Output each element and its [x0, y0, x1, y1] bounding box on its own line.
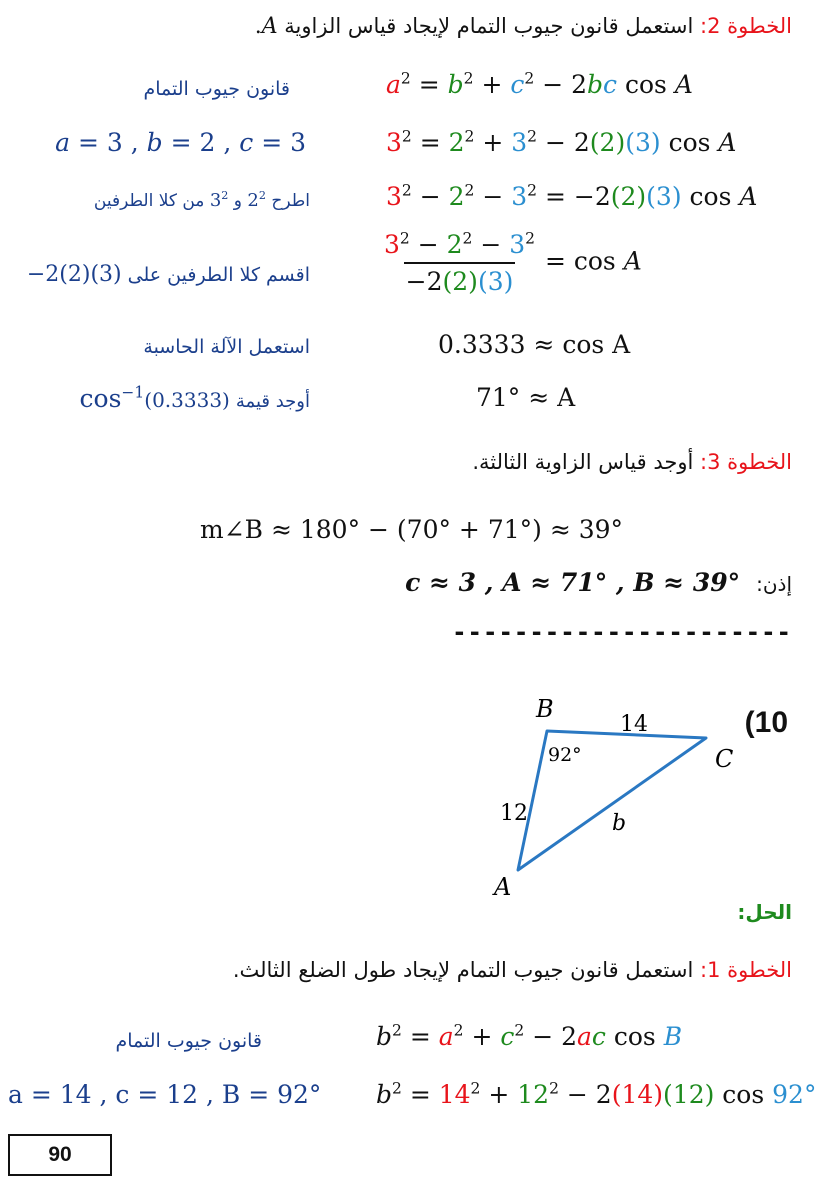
step1-text: استعمل قانون جيوب التمام لإيجاد طول الضلع الثالث. [232, 958, 694, 982]
step2-heading: الخطوة 2: استعمل قانون جيوب التمام لإيجاد قياس الزاوية A. [254, 14, 792, 39]
step1-equation-substituted: $b^2 = 14^2 + 12^2 - 2(14)(12)$ cos 92° [376, 1079, 816, 1109]
note-and: و [233, 191, 243, 211]
page-number: 90 [8, 1134, 112, 1176]
side-ab-label: 12 [500, 801, 528, 826]
triangle-figure [470, 665, 760, 901]
step1-note-substitute: a = 14 , c = 12 , B = 92° [8, 1080, 322, 1109]
vertex-b-label: B [536, 695, 554, 723]
conclusion-result: c ≈ 3 , A ≈ 71° , B ≈ 39° [405, 568, 741, 597]
note-divide-text: اقسم كلا الطرفين على [127, 264, 310, 286]
note-subtract-verb: اطرح [271, 191, 310, 211]
note-divisor: −2(2)(3) [26, 262, 122, 287]
step1-equation-law: $b^2 = a^2 + c^2 - 2ac$ cos B [376, 1021, 683, 1051]
step3-label: الخطوة 3: [700, 450, 792, 474]
conclusion [405, 568, 792, 597]
step2-text: استعمل قانون جيوب التمام لإيجاد قياس الزاوية [284, 14, 694, 38]
note-from-both-sides: من كلا الطرفين [93, 191, 205, 211]
vertex-a-label: A [494, 873, 512, 901]
note-find-value: أوجد قيمة [235, 391, 310, 412]
note-substitute-values: a = 3 , b = 2 , c = 3 [55, 128, 306, 157]
note-divide [27, 262, 310, 287]
problem-number: (10 [744, 706, 788, 739]
equation-substituted: $3^2 = 2^2 + 3^2 - 2(2)(3)$ cos A [386, 127, 737, 157]
vertex-c-label: C [715, 745, 734, 773]
note-law-of-cosines: قانون جيوب التمام [143, 78, 290, 100]
step3-heading [472, 450, 792, 474]
triangle-shape [518, 731, 706, 870]
equation-angle-b: m∠B ≈ 180° − (70° + 71°) ≈ 39° [200, 515, 624, 544]
conclusion-label: إذن: [756, 572, 792, 596]
equation-divided: $\frac{3^2 - 2^2 - 3^2}{-2(2)(3)}$ = cos A [384, 229, 642, 296]
step1-note-law: قانون جيوب التمام [115, 1030, 262, 1052]
angle-b-label: 92° [548, 744, 582, 766]
note-use-calculator: استعمل الآلة الحاسبة [143, 336, 310, 358]
equation-angle-a: 71° ≈ A [476, 383, 576, 412]
side-bc-label: 14 [620, 712, 648, 737]
solution-label: الحل: [737, 900, 792, 924]
side-ac-label: b [612, 811, 627, 836]
separator: ---------------------- [452, 618, 792, 646]
equation-approx: 0.3333 ≈ cos A [438, 330, 631, 359]
equation-law-of-cosines: $a^2 = b^2 + c^2 - 2bc$ cos A [386, 69, 693, 99]
note-subtract: اطرح $2^2$ و $3^2$ من كلا الطرفين [93, 189, 310, 211]
note-inverse-arg: (0.3333) [144, 388, 230, 412]
step2-label: الخطوة 2: [700, 14, 792, 38]
step3-text: أوجد قياس الزاوية الثالثة. [472, 450, 694, 474]
equation-subtracted: $3^2 - 2^2 - 3^2 = -2(2)(3)$ cos A [386, 181, 758, 211]
note-find-inverse: $\cos^{-1}(0.3333)$ أوجد قيمة [79, 383, 310, 413]
step1-label: الخطوة 1: [700, 958, 792, 982]
step1-heading [233, 958, 792, 982]
